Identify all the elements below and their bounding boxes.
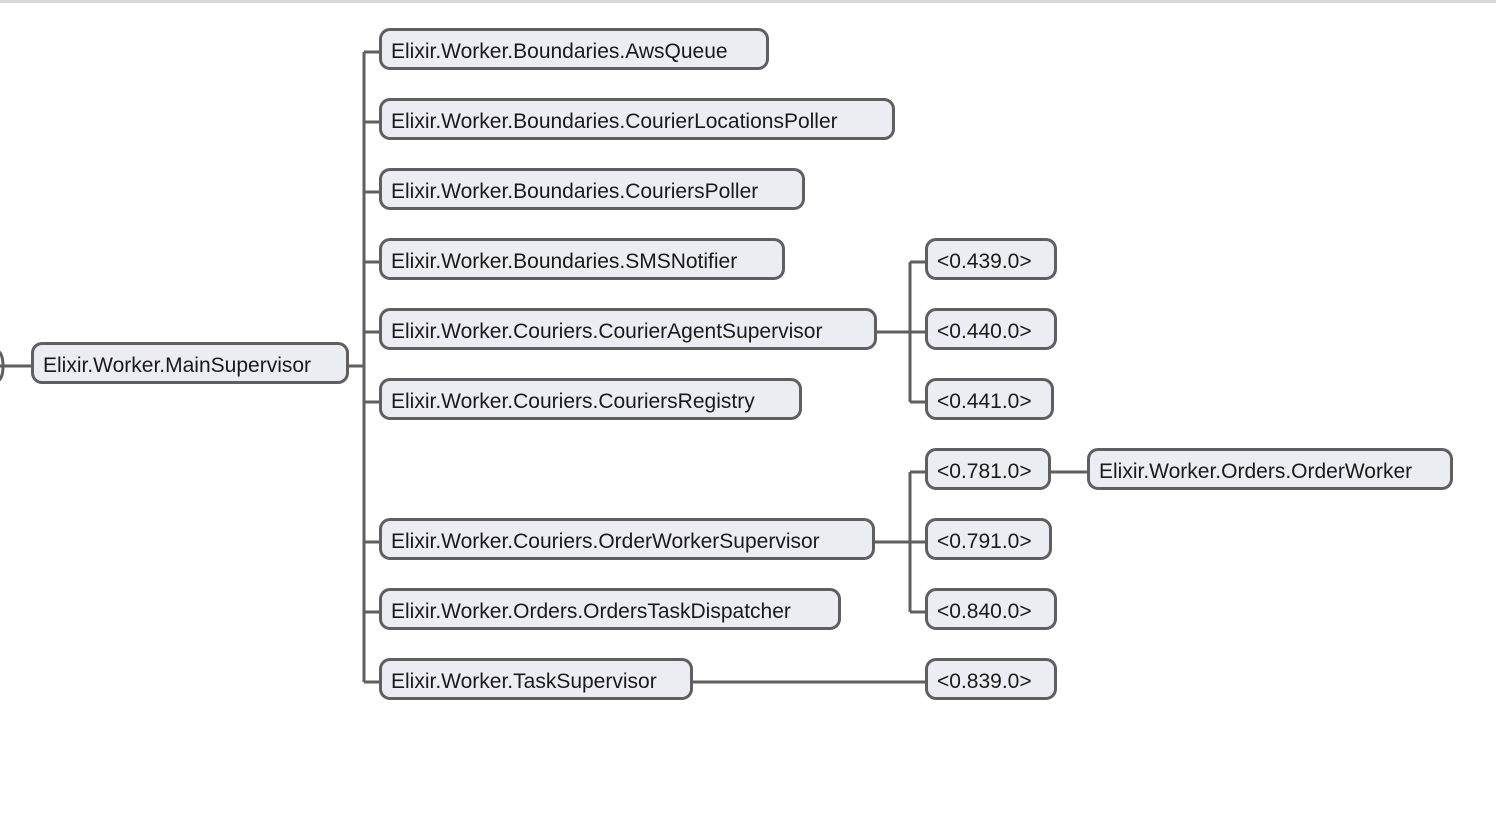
node-pid-0-791-0[interactable]: [925, 518, 1052, 560]
node-pid-0-441-0[interactable]: [925, 378, 1054, 420]
node-label: Elixir.Worker.Boundaries.CouriersPoller: [391, 180, 759, 203]
node-orders-task-dispatcher[interactable]: [379, 588, 841, 630]
node-label: <0.839.0>: [937, 670, 1032, 693]
node-pid-0-439-0[interactable]: [925, 238, 1057, 280]
node-label: Elixir.Worker.Boundaries.CourierLocationsPoller: [391, 110, 838, 133]
node-pid-0-839-0[interactable]: [925, 658, 1057, 700]
node-task-supervisor[interactable]: [379, 658, 693, 700]
node-label: Elixir.Worker.TaskSupervisor: [391, 670, 657, 693]
node-courier-agent-supervisor[interactable]: [379, 308, 877, 350]
node-label: <0.439.0>: [937, 250, 1032, 273]
node-label: Elixir.Worker.Boundaries.AwsQueue: [391, 40, 728, 63]
node-label: Elixir.Worker.Couriers.CouriersRegistry: [391, 390, 755, 413]
node-courier-locations-poller[interactable]: [379, 98, 895, 140]
node-label: <0.791.0>: [937, 530, 1032, 553]
node-label: <0.781.0>: [937, 460, 1032, 483]
node-label: <0.441.0>: [937, 390, 1032, 413]
node-sms-notifier[interactable]: [379, 238, 785, 280]
node-aws-queue[interactable]: [379, 28, 769, 70]
node-label: <0.440.0>: [937, 320, 1032, 343]
node-label: Elixir.Worker.Couriers.CourierAgentSupervisor: [391, 320, 823, 343]
node-main-supervisor[interactable]: [31, 342, 349, 384]
node-pid-0-440-0[interactable]: [925, 308, 1057, 350]
node-label: <0.840.0>: [937, 600, 1032, 623]
node-order-worker[interactable]: [1087, 448, 1453, 490]
node-label: Elixir.Worker.MainSupervisor: [43, 354, 312, 377]
node-label: Elixir.Worker.Boundaries.SMSNotifier: [391, 250, 738, 273]
node-order-worker-supervisor[interactable]: [379, 518, 875, 560]
node-couriers-registry[interactable]: [379, 378, 802, 420]
node-pid-0-840-0[interactable]: [925, 588, 1057, 630]
node-pid-0-781-0[interactable]: [925, 448, 1051, 490]
node-couriers-poller[interactable]: [379, 168, 805, 210]
node-label: Elixir.Worker.Orders.OrdersTaskDispatcher: [391, 600, 791, 623]
node-label: Elixir.Worker.Orders.OrderWorker: [1099, 460, 1413, 483]
node-label: Elixir.Worker.Couriers.OrderWorkerSupervisor: [391, 530, 820, 553]
